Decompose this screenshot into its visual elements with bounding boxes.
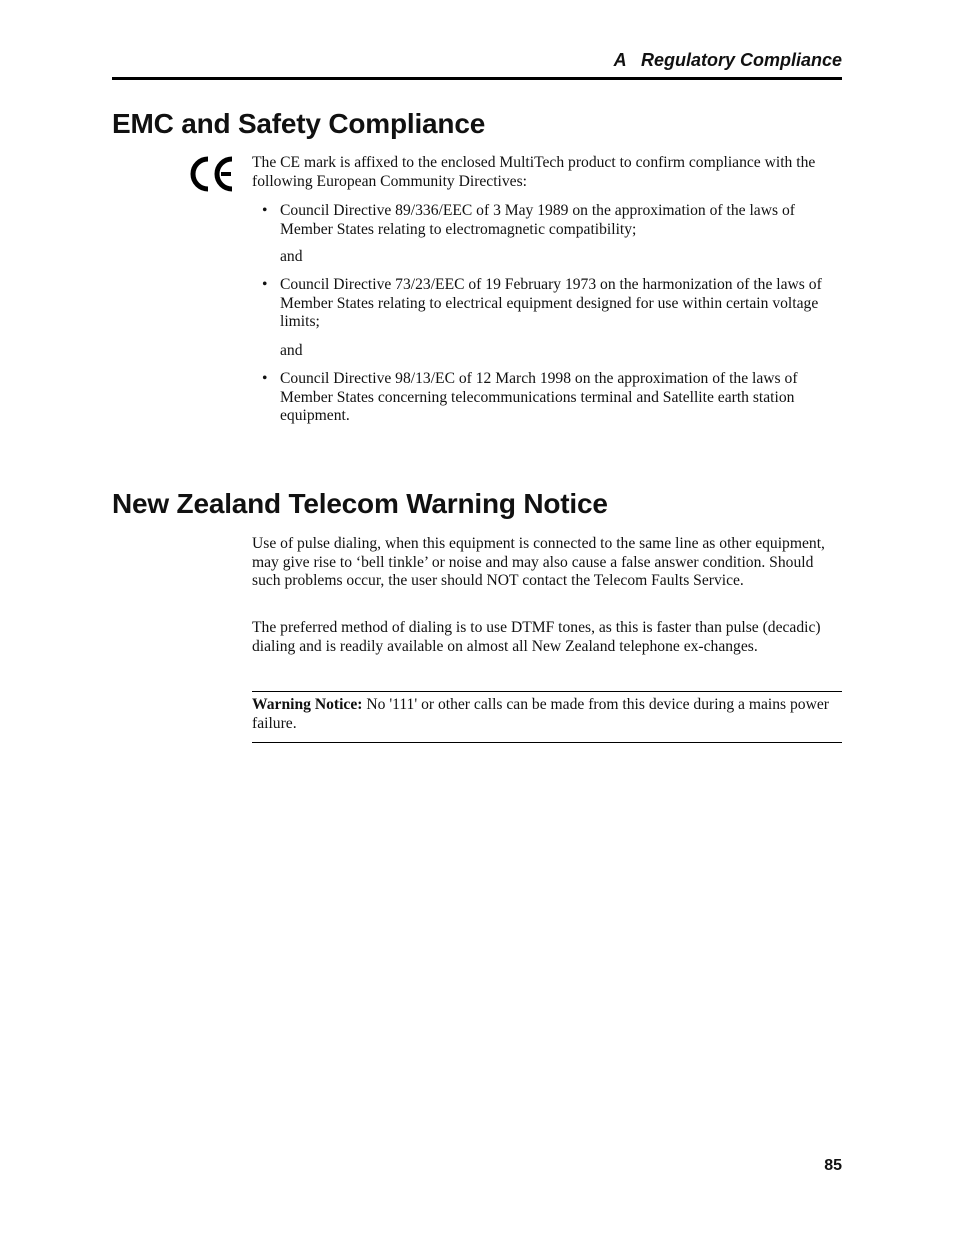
running-header bbox=[112, 48, 842, 80]
nz-paragraph bbox=[252, 535, 844, 591]
bullet-icon: • bbox=[262, 370, 268, 387]
emc-heading: EMC and Safety Compliance bbox=[112, 108, 486, 139]
emc-intro-text: The CE mark is affixed to the enclosed MultiTech product to confirm compliance with the following European Community Directives: bbox=[252, 154, 816, 190]
page-number: 85 bbox=[824, 1157, 842, 1174]
nz-heading: New Zealand Telecom Warning Notice bbox=[112, 488, 608, 519]
bullet-icon: • bbox=[262, 276, 268, 293]
bullet-text: Council Directive 89/336/EEC of 3 May 1989 on the approximation of the laws of Member States relating to electromagnetic compatibility; bbox=[280, 202, 795, 238]
emc-intro bbox=[252, 154, 844, 191]
warning-text: No '111' or other calls can be made from this device during a mains power failure. bbox=[252, 696, 829, 732]
warning-label: Warning Notice: bbox=[252, 696, 363, 713]
bullet-text: Council Directive 98/13/EC of 12 March 1998 on the approximation of the laws of Member States concerning telecommunications terminal and Satellite earth station equipment. bbox=[280, 370, 798, 425]
warning-top-rule bbox=[252, 691, 842, 692]
warning-bottom-rule bbox=[252, 742, 842, 743]
bullet-icon: • bbox=[262, 202, 268, 219]
nz-paragraph-text: The preferred method of dialing is to use DTMF tones, as this is faster than pulse (decadic) dialing and is readily available on almost all New Zealand telephone ex-changes. bbox=[252, 619, 821, 655]
ce-mark-icon bbox=[188, 155, 236, 193]
and-text: and bbox=[280, 248, 303, 265]
and-text: and bbox=[280, 342, 303, 359]
header-title: A Regulatory Compliance bbox=[613, 50, 842, 70]
nz-paragraph bbox=[252, 619, 844, 656]
bullet-text: Council Directive 73/23/EEC of 19 February 1973 on the harmonization of the laws of Member States relating to electrical equipment designed for use within certain voltage limits; bbox=[280, 276, 822, 331]
warning-notice bbox=[252, 696, 844, 733]
nz-paragraph-text: Use of pulse dialing, when this equipment is connected to the same line as other equipment, may give rise to ‘bell tinkle’ or noise and may also cause a false answer condition. Should such problems occur, the user should NOT contact the Telecom Faults Service. bbox=[252, 535, 825, 590]
